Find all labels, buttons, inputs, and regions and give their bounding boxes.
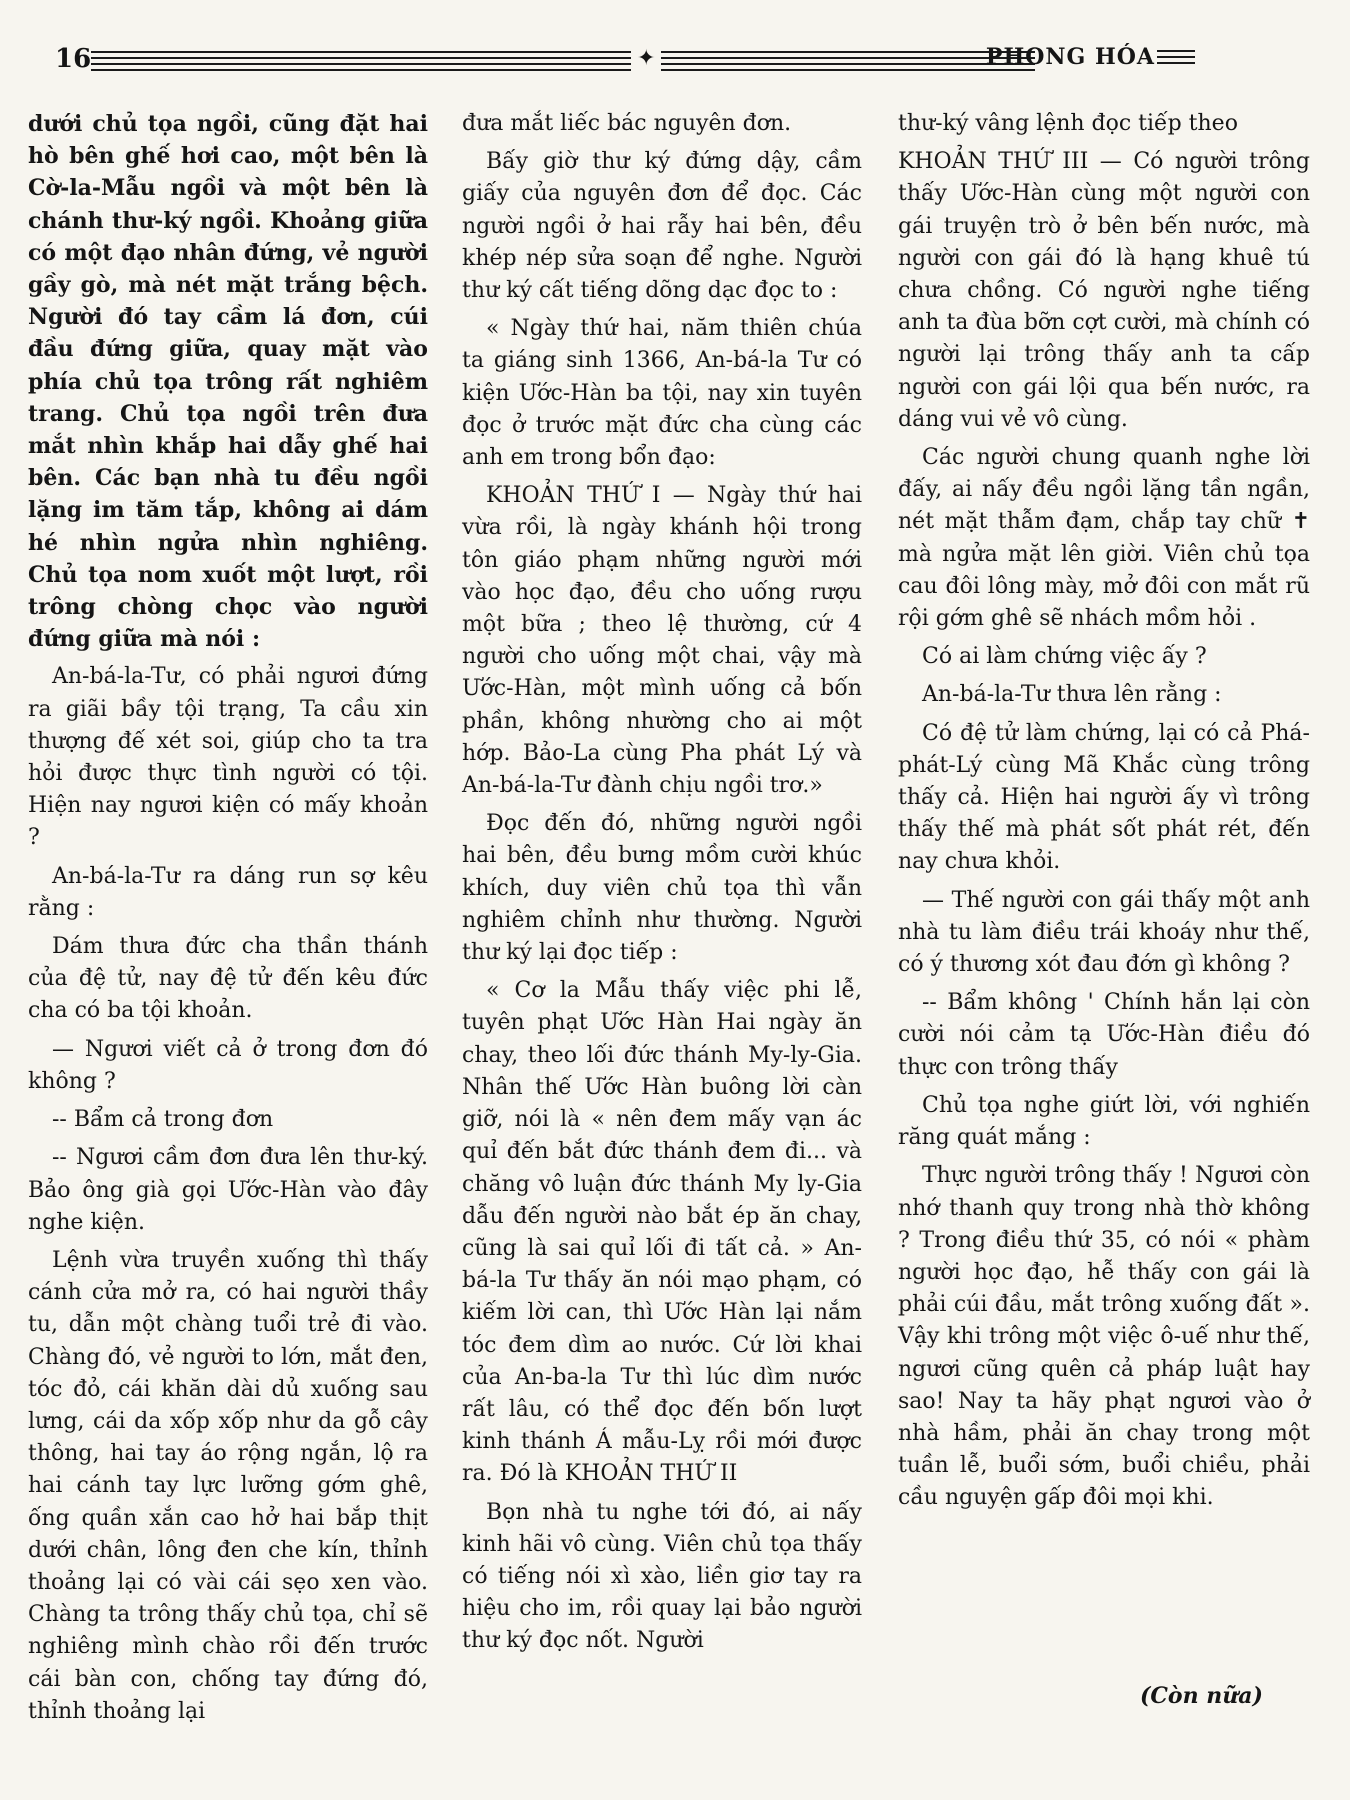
page-number: 16 [55, 44, 92, 74]
paragraph: Bấy giờ thư ký đứng dậy, cầm giấy của nguyên đơn để đọc. Các người ngồi ở hai rẫy hai bên, đều khép nép sửa soạn để nghe. Người thư ký cất tiếng dõng dạc đọc to : [462, 149, 862, 304]
header-rules [91, 48, 1035, 72]
paragraph: đưa mắt liếc bác nguyên đơn. [462, 111, 792, 136]
paragraph: « Ngày thứ hai, năm thiên chúa ta giáng sinh 1366, An-bá-la Tư có kiện Ước-Hàn ba tội, nay xin tuyên đọc ở trước mặt đức cha cùng các anh em trong bổn đạo: [462, 316, 862, 471]
paragraph: An-bá-la-Tư, có phải ngươi đứng ra giãi bầy tội trạng, Ta cầu xin thượng đế xét soi, giúp cho ta tra hỏi được thực tình người có tội. Hiện nay ngươi kiện có mấy khoản ? [28, 664, 428, 851]
paragraph: -- Ngươi cầm đơn đưa lên thư-ký. Bảo ông già gọi Ước-Hàn vào đây nghe kiện. [28, 1145, 428, 1235]
paragraph: -- Bẩm cả trong đơn [52, 1107, 274, 1133]
paragraph: « Cơ la Mẫu thấy việc phi lễ, tuyên phạt Ước Hàn Hai ngày ăn chay, theo lối đức thánh My-ly-Gia. Nhân thế Ước Hàn buông lời càn giỡ, nói là « nên đem mấy vạn ác quỉ đến bắt đức thánh đem đi... và chăng vô luận đức thánh My ly-Gia dẫu đến người nào bắt ép ăn chay, cũng là sai quỉ lối đi tất cả. » An-bá-la Tư thấy ăn nói mạo phạm, có kiếm lời can, thì Ước Hàn lại nắm tóc đem dìm ao nước. Cứ lời khai của An-ba-la Tư thì lúc dìm nước rất lâu, có thể đọc đến bốn lượt kinh thánh Á mẫu-Lỵ rồi mới được ra. Đó là KHOẢN THỨ II [462, 978, 862, 1487]
paragraph: Các người chung quanh nghe lời đấy, ai nấy đều ngồi lặng tần ngần, nét mặt thẫm đạm, chắp tay chữ ✝ mà ngửa mặt lên giời. Viên chủ tọa cau đôi lông mày, mở đôi con mắt rũ rội gớm ghê sẽ nhách mồm hỏi . [898, 445, 1310, 632]
masthead-rules [1157, 50, 1195, 70]
paragraph: KHOẢN THỨ I — Ngày thứ hai vừa rồi, là ngày khánh hội trong tôn giáo phạm những người mới vào học đạo, đều cho uống rượu một bữa ; theo lệ thường, cứ 4 người cho uống một chai, vậy mà Ước-Hàn, một mình uống cả bốn phần, không nhường cho ai một hớp. Bảo-La cùng Pha phát Lý và An-bá-la-Tư đành chịu ngồi trơ.» [462, 483, 862, 799]
paragraph: Chủ tọa nghe giứt lời, với nghiến răng quát mắng : [898, 1092, 1310, 1151]
paragraph: Lệnh vừa truyền xuống thì thấy cánh cửa mở ra, có hai người thầy tu, dẫn một chàng tuổi trẻ đi vào. Chàng đó, vẻ người to lớn, mắt đen, tóc đỏ, cái khăn dài dủ xuống sau lưng, cái da xốp xốp như da gỗ cây thông, hai tay áo rộng ngắn, lộ ra hai cánh tay lực lưỡng gớm ghê, ống quần xắn cao hở hai bắp thịt dưới chân, lông đen che kín, thỉnh thoảng lại có vài cái sẹo xen vào. Chàng ta trông thấy chủ tọa, chỉ sẽ nghiêng mình chào rồi đến trước cái bàn con, chống tay đứng đó, thỉnh thoảng lại [28, 1247, 428, 1724]
masthead-title: PHONG HÓA [985, 44, 1155, 70]
paragraph: An-bá-la-Tư ra dáng run sợ kêu rằng : [28, 863, 428, 921]
paragraph: KHOẢN THỨ III — Có người trông thấy Ước-Hàn cùng một người con gái truyện trò ở bên bến nước, mà người con gái đó là hạng khuê tú chưa chồng. Có người nghe tiếng anh ta đùa bỡn cợt cười, mà chính có người lại trông thấy anh ta cấp người con gái lội qua bến nước, ra dáng vui vẻ vô cùng. [898, 149, 1310, 432]
paragraph: Có ai làm chứng việc ấy ? [922, 644, 1207, 670]
paragraph: Thực người trông thấy ! Ngươi còn nhớ thanh quy trong nhà thờ không ? Trong điều thứ 35, có nói « phàm người học đạo, hễ thấy con gái là phải cúi đầu, mắt trông xuống đất ». Vậy khi trông một việc ô-uế như thế, ngươi cũng quên cả pháp luật hay sao! Nay ta hãy phạt ngươi vào ở nhà hầm, phải ăn chay trong một tuần lễ, buổi sớm, buổi chiều, phải cầu nguyện gấp đôi mọi khi. [898, 1163, 1310, 1511]
paragraph: An-bá-la-Tư thưa lên rằng : [922, 682, 1222, 708]
page-header [55, 38, 1195, 78]
column-1 [28, 108, 428, 1734]
paragraph: Có đệ tử làm chứng, lại có cả Phá-phát-Lý cùng Mã Khắc cùng trông thấy cả. Hiện hai người ấy vì trông thấy thế mà phát sốt phát rét, đến nay chưa khỏi. [898, 720, 1310, 875]
paragraph: dưới chủ tọa ngồi, cũng đặt hai hò bên ghế hơi cao, một bên là Cờ-la-Mẫu ngồi và một bên là chánh thư-ký ngồi. Khoảng giữa có một đạo nhân đứng, vẻ người gầy gò, mà nét mặt trắng bệch. Người đó tay cầm lá đơn, cúi đầu đứng giữa, quay mặt vào phía chủ tọa trông rất nghiêm trang. Chủ tọa ngồi trên đưa mắt nhìn khắp hai dẫy ghế hai bên. Các bạn nhà tu đều ngồi lặng im tăm tắp, không ai dám hé nhìn ngửa nhìn nghiêng. Chủ tọa nom xuốt một lượt, rồi trông chòng chọc vào người đứng giữa mà nói : [28, 111, 428, 653]
paragraph: Đọc đến đó, những người ngồi hai bên, đều bưng mồm cười khúc khích, duy viên chủ tọa thì vẫn nghiêm chỉnh như thường. Người thư ký lại đọc tiếp : [462, 811, 862, 966]
paragraph: Bọn nhà tu nghe tới đó, ai nấy kinh hãi vô cùng. Viên chủ tọa thấy có tiếng nói xì xào, liền giơ tay ra hiệu cho im, rồi quay lại bảo người thư ký đọc nốt. Người [462, 1499, 862, 1654]
column-3 [898, 108, 1310, 1521]
continued-note: (Còn nữa) [1140, 1683, 1263, 1709]
paragraph: — Ngươi viết cả ở trong đơn đó không ? [28, 1036, 428, 1094]
ornament-icon: ✦ [631, 46, 661, 71]
paragraph: -- Bẩm không ' Chính hắn lại còn cười nói cảm tạ Ước-Hàn điều đó thực con trông thấy [898, 990, 1310, 1080]
paragraph: Dám thưa đức cha thần thánh của đệ tử, nay đệ tử đến kêu đức cha có ba tội khoản. [28, 934, 428, 1024]
paragraph: — Thế người con gái thấy một anh nhà tu làm điều trái khoáy như thế, có ý thương xót đau đớn gì không ? [898, 887, 1310, 978]
paragraph: thư-ký vâng lệnh đọc tiếp theo [898, 111, 1238, 136]
column-2 [462, 108, 862, 1664]
